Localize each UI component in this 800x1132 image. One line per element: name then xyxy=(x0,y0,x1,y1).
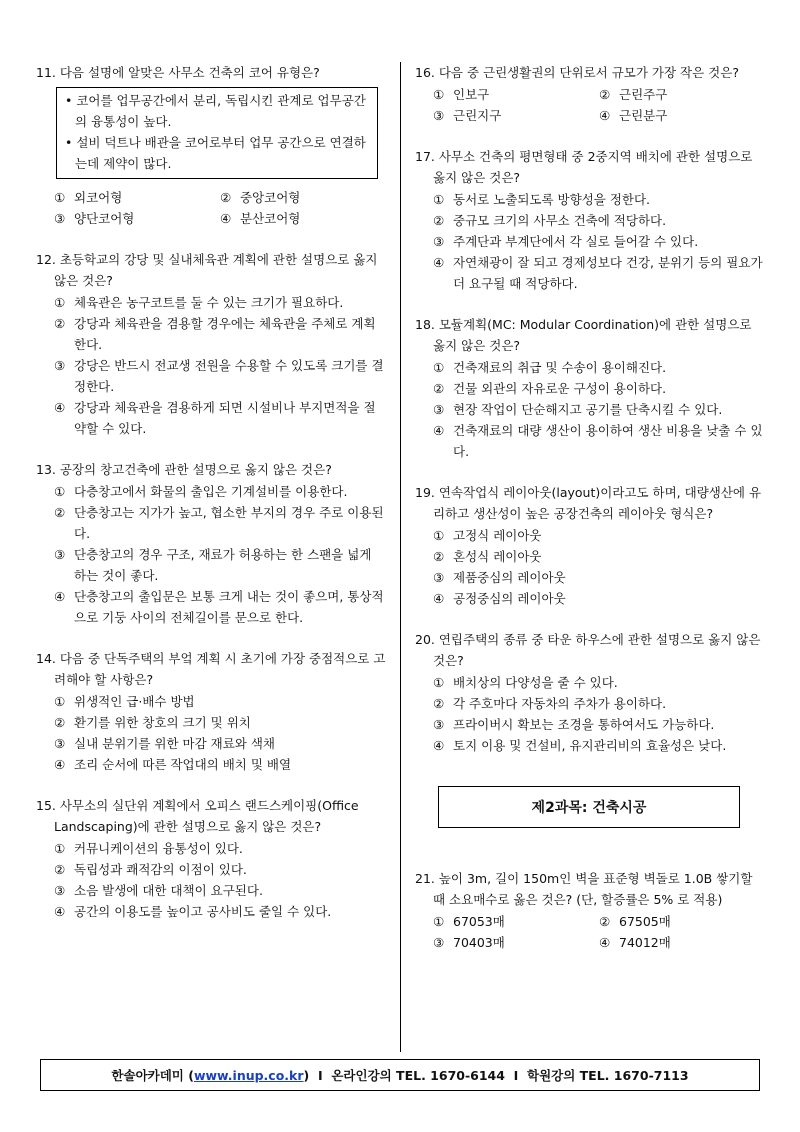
option-text: 67053매 xyxy=(453,914,505,929)
options-grid xyxy=(36,187,386,229)
option-text: 중규모 크기의 사무소 건축에 적당하다. xyxy=(453,213,667,228)
option-text: 근린주구 xyxy=(619,87,668,102)
question-stem: 20. 연립주택의 종류 중 타운 하우스에 관한 설명으로 옳지 않은 것은? xyxy=(415,632,761,668)
answer-option[interactable] xyxy=(415,189,765,210)
subject-header xyxy=(438,786,740,828)
option-number: ③ xyxy=(54,358,66,373)
option-number: ③ xyxy=(433,234,445,249)
answer-option[interactable] xyxy=(36,397,386,439)
answer-option[interactable] xyxy=(36,586,386,628)
answer-option[interactable] xyxy=(415,231,765,252)
question-stem: 21. 높이 3m, 길이 150m인 벽을 표준형 벽돌로 1.0B 쌓기할 때 소요매수로 옳은 것은? (단, 할증률은 5% 로 적용) xyxy=(415,871,753,907)
option-number: ① xyxy=(433,914,445,929)
answer-option[interactable] xyxy=(433,105,599,126)
answer-option[interactable] xyxy=(36,733,386,754)
option-text: 단층창고의 출입문은 보통 크게 내는 것이 좋으며, 통상적으로 기둥 사이의 전체길이를 문으로 한다. xyxy=(74,589,384,625)
answer-option[interactable] xyxy=(415,525,765,546)
option-number: ② xyxy=(599,914,611,929)
option-text: 제품중심의 레이아웃 xyxy=(453,570,566,585)
option-number: ① xyxy=(433,675,445,690)
option-text: 커뮤니케이션의 융통성이 있다. xyxy=(74,841,243,856)
option-number: ③ xyxy=(54,211,66,226)
option-text: 동서로 노출되도록 방향성을 정한다. xyxy=(453,192,651,207)
column-divider xyxy=(400,62,401,1052)
option-number: ② xyxy=(54,715,66,730)
option-text: 혼성식 레이아웃 xyxy=(453,549,542,564)
question-stem: 15. 사무소의 실단위 계획에서 오피스 랜드스케이핑(Office Landscaping)에 관한 설명으로 옳지 않은 것은? xyxy=(36,798,359,834)
question xyxy=(36,795,386,922)
questions-21 xyxy=(415,868,765,953)
option-number: ① xyxy=(54,190,66,205)
option-text: 현장 작업이 단순해지고 공기를 단축시킬 수 있다. xyxy=(453,402,723,417)
option-text: 인보구 xyxy=(453,87,490,102)
answer-option[interactable] xyxy=(415,567,765,588)
condition-bullet: • 설비 덕트나 배관을 코어로부터 업무 공간으로 연결하는데 제약이 많다. xyxy=(65,135,366,171)
left-column xyxy=(36,62,386,942)
option-number: ② xyxy=(433,213,445,228)
option-text: 조리 순서에 따른 작업대의 배치 및 배열 xyxy=(74,757,292,772)
option-text: 단층창고의 경우 구조, 재료가 허용하는 한 스팬을 넓게 하는 것이 좋다. xyxy=(74,547,372,583)
answer-option[interactable] xyxy=(433,911,599,932)
option-number: ④ xyxy=(54,400,66,415)
answer-option[interactable] xyxy=(599,911,765,932)
option-number: ① xyxy=(54,484,66,499)
answer-option[interactable] xyxy=(54,187,220,208)
options-grid xyxy=(415,911,765,953)
option-text: 67505매 xyxy=(619,914,671,929)
option-text: 건물 외관의 자유로운 구성이 용이하다. xyxy=(453,381,667,396)
option-text: 배치상의 다양성을 줄 수 있다. xyxy=(453,675,618,690)
answer-option[interactable] xyxy=(415,252,765,294)
answer-option[interactable] xyxy=(415,420,765,462)
option-text: 환기를 위한 창호의 크기 및 위치 xyxy=(74,715,251,730)
option-number: ① xyxy=(433,192,445,207)
option-number: ③ xyxy=(433,108,445,123)
question-stem: 19. 연속작업식 레이아웃(layout)이라고도 하며, 대량생산에 유리하고 생산성이 높은 공장건축의 레이아웃 형식은? xyxy=(415,485,762,521)
question-stem: 14. 다음 중 단독주택의 부엌 계획 시 초기에 가장 중점적으로 고려해야 할 사항은? xyxy=(36,651,386,687)
option-number: ④ xyxy=(599,108,611,123)
answer-option[interactable] xyxy=(415,693,765,714)
option-text: 공간의 이용도를 높이고 공사비도 줄일 수 있다. xyxy=(74,904,332,919)
option-number: ④ xyxy=(433,255,445,270)
condition-box xyxy=(56,87,378,179)
option-number: ④ xyxy=(54,904,66,919)
option-text: 고정식 레이아웃 xyxy=(453,528,542,543)
question-stem: 16. 다음 중 근린생활권의 단위로서 규모가 가장 작은 것은? xyxy=(415,65,739,80)
option-number: ④ xyxy=(433,423,445,438)
answer-option[interactable] xyxy=(36,901,386,922)
answer-option[interactable] xyxy=(36,313,386,355)
answer-option[interactable] xyxy=(415,588,765,609)
option-text: 위생적인 급·배수 방법 xyxy=(74,694,195,709)
subject-title: 제2과목: 건축시공 xyxy=(531,800,647,816)
option-text: 74012매 xyxy=(619,935,671,950)
question xyxy=(415,62,765,126)
option-text: 프라이버시 확보는 조경을 통하여서도 가능하다. xyxy=(453,717,715,732)
answer-option[interactable] xyxy=(599,105,765,126)
answer-option[interactable] xyxy=(415,399,765,420)
answer-option[interactable] xyxy=(220,208,386,229)
answer-option[interactable] xyxy=(36,481,386,502)
option-text: 근린분구 xyxy=(619,108,668,123)
answer-option[interactable] xyxy=(54,208,220,229)
answer-option[interactable] xyxy=(36,544,386,586)
option-number: ② xyxy=(433,549,445,564)
option-text: 건축재료의 대량 생산이 용이하여 생산 비용을 낮출 수 있다. xyxy=(453,423,763,459)
answer-option[interactable] xyxy=(36,754,386,775)
answer-option[interactable] xyxy=(433,932,599,953)
answer-option[interactable] xyxy=(36,292,386,313)
option-number: ④ xyxy=(54,589,66,604)
option-text: 근린지구 xyxy=(453,108,502,123)
question xyxy=(36,648,386,775)
question-stem: 11. 다음 설명에 알맞은 사무소 건축의 코어 유형은? xyxy=(36,65,320,80)
option-text: 독립성과 쾌적감의 이점이 있다. xyxy=(74,862,247,877)
option-number: ④ xyxy=(433,738,445,753)
answer-option[interactable] xyxy=(415,735,765,756)
option-number: ③ xyxy=(54,547,66,562)
option-number: ④ xyxy=(54,757,66,772)
option-text: 체육관은 농구코트를 둘 수 있는 크기가 필요하다. xyxy=(74,295,344,310)
option-number: ④ xyxy=(599,935,611,950)
option-text: 중앙코어형 xyxy=(240,190,301,205)
option-text: 실내 분위기를 위한 마감 재료와 색채 xyxy=(74,736,275,751)
option-text: 강당은 반드시 전교생 전원을 수용할 수 있도록 크기를 결정한다. xyxy=(74,358,384,394)
answer-option[interactable] xyxy=(415,672,765,693)
option-number: ① xyxy=(433,528,445,543)
option-number: ② xyxy=(433,381,445,396)
option-text: 양단코어형 xyxy=(74,211,135,226)
option-number: ① xyxy=(54,295,66,310)
option-text: 외코어형 xyxy=(74,190,123,205)
option-number: ② xyxy=(220,190,232,205)
answer-option[interactable] xyxy=(36,691,386,712)
question xyxy=(415,868,765,953)
answer-option[interactable] xyxy=(433,84,599,105)
option-text: 분산코어형 xyxy=(240,211,301,226)
option-number: ③ xyxy=(433,570,445,585)
option-number: ③ xyxy=(433,935,445,950)
footer xyxy=(40,1059,760,1091)
answer-option[interactable] xyxy=(415,357,765,378)
option-text: 70403매 xyxy=(453,935,505,950)
answer-option[interactable] xyxy=(599,84,765,105)
option-text: 단층창고는 지가가 높고, 협소한 부지의 경우 주로 이용된다. xyxy=(74,505,384,541)
option-text: 건축재료의 취급 및 수송이 용이해진다. xyxy=(453,360,667,375)
answer-option[interactable] xyxy=(36,502,386,544)
option-text: 각 주호마다 자동차의 주차가 용이하다. xyxy=(453,696,667,711)
option-number: ① xyxy=(54,694,66,709)
option-text: 자연채광이 잘 되고 경제성보다 건강, 분위기 등의 필요가 더 요구될 때 적당하다. xyxy=(453,255,763,291)
question xyxy=(36,62,386,229)
option-number: ② xyxy=(54,862,66,877)
option-number: ③ xyxy=(433,717,445,732)
option-text: 소음 발생에 대한 대책이 요구된다. xyxy=(74,883,263,898)
footer-contact: ) I 온라인강의 TEL. 1670-6144 I 학원강의 TEL. 1670-7113 xyxy=(303,1068,689,1083)
question xyxy=(36,249,386,439)
question xyxy=(415,482,765,609)
answer-option[interactable] xyxy=(415,714,765,735)
questions-16-20 xyxy=(415,62,765,756)
question xyxy=(36,459,386,628)
question-stem: 17. 사무소 건축의 평면형태 중 2중지역 배치에 관한 설명으로 옳지 않은 것은? xyxy=(415,149,753,185)
answer-option[interactable] xyxy=(220,187,386,208)
option-number: ③ xyxy=(433,402,445,417)
option-text: 공정중심의 레이아웃 xyxy=(453,591,566,606)
footer-website-link[interactable]: www.inup.co.kr xyxy=(193,1067,304,1083)
answer-option[interactable] xyxy=(415,546,765,567)
answer-option[interactable] xyxy=(36,712,386,733)
option-number: ① xyxy=(433,87,445,102)
answer-option[interactable] xyxy=(415,378,765,399)
answer-option[interactable] xyxy=(415,210,765,231)
answer-option[interactable] xyxy=(36,838,386,859)
answer-option[interactable] xyxy=(36,355,386,397)
condition-bullet: • 코어를 업무공간에서 분리, 독립시킨 관계로 업무공간의 융통성이 높다. xyxy=(65,93,366,129)
option-text: 토지 이용 및 건설비, 유지관리비의 효율성은 낮다. xyxy=(453,738,727,753)
answer-option[interactable] xyxy=(36,880,386,901)
option-number: ① xyxy=(433,360,445,375)
question-stem: 12. 초등학교의 강당 및 실내체육관 계획에 관한 설명으로 옳지 않은 것은? xyxy=(36,252,378,288)
option-number: ④ xyxy=(220,211,232,226)
option-text: 다층창고에서 화물의 출입은 기계설비를 이용한다. xyxy=(74,484,348,499)
option-number: ③ xyxy=(54,883,66,898)
option-number: ① xyxy=(54,841,66,856)
options-grid xyxy=(415,84,765,126)
question-stem: 13. 공장의 창고건축에 관한 설명으로 옳지 않은 것은? xyxy=(36,462,332,477)
option-number: ③ xyxy=(54,736,66,751)
option-number: ② xyxy=(433,696,445,711)
option-number: ② xyxy=(54,505,66,520)
answer-option[interactable] xyxy=(36,859,386,880)
option-text: 주계단과 부계단에서 각 실로 들어갈 수 있다. xyxy=(453,234,699,249)
option-number: ② xyxy=(599,87,611,102)
right-column xyxy=(415,62,765,973)
question xyxy=(415,146,765,294)
option-number: ② xyxy=(54,316,66,331)
question-stem: 18. 모듈계획(MC: Modular Coordination)에 관한 설명으로 옳지 않은 것은? xyxy=(415,317,752,353)
question xyxy=(415,629,765,756)
footer-academy: 한솔아카데미 ( xyxy=(111,1068,194,1083)
question xyxy=(415,314,765,462)
option-text: 강당과 체육관을 겸용할 경우에는 체육관을 주체로 계획한다. xyxy=(74,316,376,352)
answer-option[interactable] xyxy=(599,932,765,953)
option-number: ④ xyxy=(433,591,445,606)
option-text: 강당과 체육관을 겸용하게 되면 시설비나 부지면적을 절약할 수 있다. xyxy=(74,400,376,436)
